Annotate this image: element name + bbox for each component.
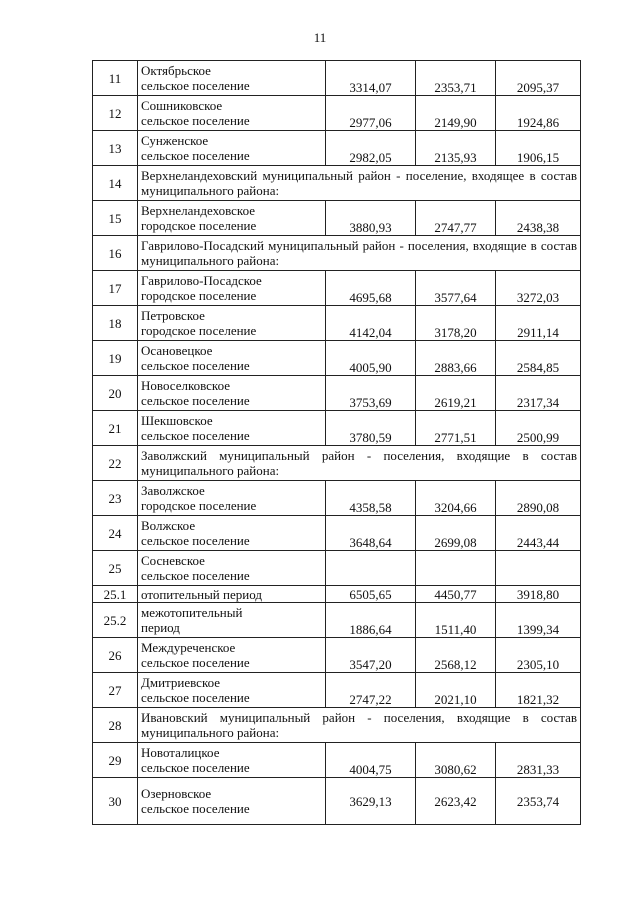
table-row <box>93 446 581 481</box>
table-row <box>93 131 581 166</box>
value-col-2: 4450,77 <box>416 586 496 603</box>
table-row <box>93 271 581 306</box>
table-row <box>93 551 581 586</box>
settlement-name <box>138 638 326 673</box>
settlement-name <box>138 516 326 551</box>
value-col-2: 2623,42 <box>416 778 496 825</box>
row-number: 13 <box>93 131 138 166</box>
settlement-name-line1: Верхнеландеховское <box>141 203 256 218</box>
settlement-name-line1: Волжское <box>141 518 196 533</box>
row-number: 11 <box>93 61 138 96</box>
value-col-3: 3272,03 <box>496 271 581 306</box>
value-col-1: 2982,05 <box>326 131 416 166</box>
value-col-2: 2021,10 <box>416 673 496 708</box>
row-number: 25.1 <box>93 586 138 603</box>
table-row <box>93 603 581 638</box>
value-col-2: 1511,40 <box>416 603 496 638</box>
row-number: 15 <box>93 201 138 236</box>
settlement-name <box>138 61 326 96</box>
settlement-name-line2: период <box>141 620 180 635</box>
value-col-1: 3314,07 <box>326 61 416 96</box>
value-col-3: 2305,10 <box>496 638 581 673</box>
row-number: 20 <box>93 376 138 411</box>
settlement-name-line2: сельское поселение <box>141 801 250 816</box>
value-col-2 <box>416 551 496 586</box>
value-col-1: 3780,59 <box>326 411 416 446</box>
value-col-3: 2438,38 <box>496 201 581 236</box>
settlement-name-line2: сельское поселение <box>141 655 250 670</box>
settlement-name-line2: городское поселение <box>141 288 257 303</box>
settlement-name-line2: городское поселение <box>141 218 257 233</box>
settlement-name-line1: Осановецкое <box>141 343 213 358</box>
row-number: 18 <box>93 306 138 341</box>
table-row <box>93 166 581 201</box>
value-col-1 <box>326 551 416 586</box>
value-col-1: 4142,04 <box>326 306 416 341</box>
settlement-name <box>138 778 326 825</box>
value-col-1: 4695,68 <box>326 271 416 306</box>
value-col-2: 2771,51 <box>416 411 496 446</box>
row-number: 27 <box>93 673 138 708</box>
row-number: 25 <box>93 551 138 586</box>
settlement-name-line2: городское поселение <box>141 323 257 338</box>
value-col-3: 2353,74 <box>496 778 581 825</box>
table-row <box>93 586 581 603</box>
row-number: 25.2 <box>93 603 138 638</box>
value-col-3: 1399,34 <box>496 603 581 638</box>
settlement-name-line1: Новоталицкое <box>141 745 220 760</box>
settlement-name <box>138 673 326 708</box>
settlement-name-line1: межотопительный <box>141 605 243 620</box>
settlement-name-line1: Сосневское <box>141 553 205 568</box>
tariff-table <box>92 60 581 825</box>
value-col-2: 2149,90 <box>416 96 496 131</box>
settlement-name-line2: сельское поселение <box>141 148 250 163</box>
settlement-name <box>138 411 326 446</box>
settlement-name <box>138 271 326 306</box>
value-col-3: 2911,14 <box>496 306 581 341</box>
value-col-1: 2977,06 <box>326 96 416 131</box>
table-row <box>93 481 581 516</box>
settlement-name-line1: Междуреченское <box>141 640 236 655</box>
settlement-name-line1: Петровское <box>141 308 205 323</box>
settlement-name-line2: сельское поселение <box>141 358 250 373</box>
value-col-2: 2568,12 <box>416 638 496 673</box>
value-col-3: 2095,37 <box>496 61 581 96</box>
value-col-1: 4004,75 <box>326 743 416 778</box>
row-number: 23 <box>93 481 138 516</box>
table-row <box>93 306 581 341</box>
table-row <box>93 61 581 96</box>
table-row <box>93 376 581 411</box>
row-number: 14 <box>93 166 138 201</box>
settlement-name <box>138 586 326 603</box>
value-col-2: 3577,64 <box>416 271 496 306</box>
value-col-1: 1886,64 <box>326 603 416 638</box>
settlement-name <box>138 341 326 376</box>
settlement-name-line1: Заволжское <box>141 483 205 498</box>
settlement-name-line1: отопительный период <box>141 586 262 602</box>
table-row <box>93 341 581 376</box>
settlement-name-line1: Дмитриевское <box>141 675 221 690</box>
value-col-3: 2317,34 <box>496 376 581 411</box>
row-number: 19 <box>93 341 138 376</box>
settlement-name <box>138 306 326 341</box>
settlement-name <box>138 131 326 166</box>
row-number: 17 <box>93 271 138 306</box>
row-number: 21 <box>93 411 138 446</box>
settlement-name-line1: Октябрьское <box>141 63 211 78</box>
settlement-name-line2: сельское поселение <box>141 533 250 548</box>
settlement-name-line2: сельское поселение <box>141 760 250 775</box>
value-col-3: 2584,85 <box>496 341 581 376</box>
value-col-2: 2747,77 <box>416 201 496 236</box>
value-col-2: 2135,93 <box>416 131 496 166</box>
table-row <box>93 201 581 236</box>
table-row <box>93 516 581 551</box>
district-header: Гаврилово-Посадский муниципальный район - поселения, входящие в состав муниципального района: <box>138 236 581 271</box>
row-number: 26 <box>93 638 138 673</box>
row-number: 22 <box>93 446 138 481</box>
value-col-1: 3629,13 <box>326 778 416 825</box>
settlement-name <box>138 481 326 516</box>
value-col-2: 2699,08 <box>416 516 496 551</box>
settlement-name <box>138 743 326 778</box>
value-col-2: 3178,20 <box>416 306 496 341</box>
row-number: 24 <box>93 516 138 551</box>
settlement-name-line1: Озерновское <box>141 786 212 801</box>
settlement-name-line2: сельское поселение <box>141 428 250 443</box>
value-col-3: 2831,33 <box>496 743 581 778</box>
settlement-name-line1: Сунженское <box>141 133 209 148</box>
value-col-3: 2500,99 <box>496 411 581 446</box>
page-number: 11 <box>313 30 327 45</box>
district-header: Ивановский муниципальный район - поселения, входящие в состав муниципального района: <box>138 708 581 743</box>
value-col-3: 2890,08 <box>496 481 581 516</box>
value-col-3 <box>496 551 581 586</box>
row-number: 28 <box>93 708 138 743</box>
value-col-1: 4005,90 <box>326 341 416 376</box>
value-col-2: 2619,21 <box>416 376 496 411</box>
table-row <box>93 778 581 825</box>
settlement-name-line1: Шекшовское <box>141 413 213 428</box>
value-col-1: 3547,20 <box>326 638 416 673</box>
settlement-name-line1: Гаврилово-Посадское <box>141 273 262 288</box>
settlement-name <box>138 551 326 586</box>
table-row <box>93 673 581 708</box>
value-col-2: 2883,66 <box>416 341 496 376</box>
value-col-2: 3204,66 <box>416 481 496 516</box>
settlement-name-line2: сельское поселение <box>141 113 250 128</box>
value-col-1: 3880,93 <box>326 201 416 236</box>
value-col-3: 1924,86 <box>496 96 581 131</box>
value-col-3: 1906,15 <box>496 131 581 166</box>
table-row <box>93 743 581 778</box>
value-col-1: 6505,65 <box>326 586 416 603</box>
settlement-name-line1: Новоселковское <box>141 378 231 393</box>
settlement-name <box>138 603 326 638</box>
row-number: 29 <box>93 743 138 778</box>
settlement-name-line1: Сошниковское <box>141 98 223 113</box>
row-number: 12 <box>93 96 138 131</box>
value-col-1: 3753,69 <box>326 376 416 411</box>
table-row <box>93 96 581 131</box>
district-header: Верхнеландеховский муниципальный район - поселение, входящее в состав муниципального района: <box>138 166 581 201</box>
row-number: 30 <box>93 778 138 825</box>
table-row <box>93 236 581 271</box>
settlement-name <box>138 376 326 411</box>
value-col-3: 3918,80 <box>496 586 581 603</box>
settlement-name-line2: сельское поселение <box>141 690 250 705</box>
value-col-3: 1821,32 <box>496 673 581 708</box>
settlement-name-line2: сельское поселение <box>141 568 250 583</box>
value-col-3: 2443,44 <box>496 516 581 551</box>
district-header: Заволжский муниципальный район - поселения, входящие в состав муниципального района: <box>138 446 581 481</box>
value-col-1: 4358,58 <box>326 481 416 516</box>
settlement-name-line2: сельское поселение <box>141 78 250 93</box>
value-col-2: 3080,62 <box>416 743 496 778</box>
table-body <box>93 61 581 825</box>
settlement-name <box>138 96 326 131</box>
settlement-name <box>138 201 326 236</box>
table-row <box>93 708 581 743</box>
row-number: 16 <box>93 236 138 271</box>
value-col-1: 3648,64 <box>326 516 416 551</box>
settlement-name-line2: сельское поселение <box>141 393 250 408</box>
table-row <box>93 638 581 673</box>
value-col-1: 2747,22 <box>326 673 416 708</box>
table-row <box>93 411 581 446</box>
value-col-2: 2353,71 <box>416 61 496 96</box>
settlement-name-line2: городское поселение <box>141 498 257 513</box>
